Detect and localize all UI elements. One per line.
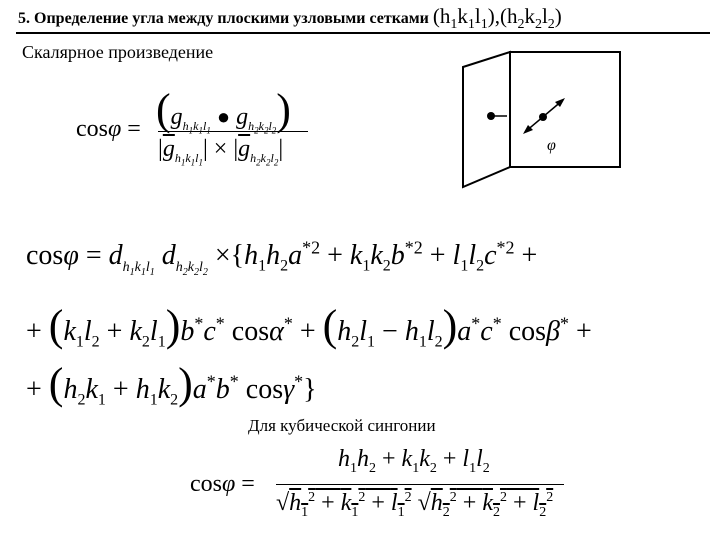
planes-diagram bbox=[455, 42, 630, 192]
eq3-lhs: cosφ = bbox=[190, 471, 255, 497]
eq3-fraction-bar bbox=[276, 484, 564, 485]
scalar-product-label: Скалярное произведение bbox=[22, 42, 214, 62]
eq3-numerator: $h_1h_2 + k_1k_2 + l_1l_2$ bbox=[338, 446, 490, 476]
title-indices: $(h_1k_1l_1),(h_2k_2l_2)$ bbox=[432, 4, 562, 33]
title-underline bbox=[16, 32, 710, 34]
eq1-fraction-bar bbox=[158, 131, 308, 132]
page-title bbox=[18, 4, 708, 33]
plane-front bbox=[510, 52, 620, 167]
angle-label: φ bbox=[547, 137, 556, 154]
eq1-lhs: cosφ = bbox=[76, 116, 141, 142]
cubic-label: Для кубической сингонии bbox=[248, 416, 436, 435]
eq1-denominator: $|\overline{g}_{h_1k_1l_1}| \times |\overline{g}_{h_2k_2l_2}|$ bbox=[158, 136, 284, 168]
equation-3 bbox=[190, 446, 580, 536]
plane-side bbox=[463, 52, 510, 187]
equation-2-line-2: + $(k_1l_2 + k_2l_1)b^*c^*$ $\cos\alpha^* + (h_2l_1 - h_1l_2)a^*c^*$ cosβ* + bbox=[26, 301, 592, 351]
eq1-numerator: ($g_{h_1k_1l_1}$ ● $g_{h_2k_2l_2}$) bbox=[156, 85, 291, 136]
equation-2-line-3: + $(h_2k_1 + h_1k_2)a^*b^*$ cosγ*} bbox=[26, 359, 317, 409]
equation-1 bbox=[70, 84, 330, 176]
equation-2-line-1: $\cos\varphi = d_{h_1k_1l_1}$ $d_{h_2k_2l_2} \times\{h_1h_2a^{*2} + k_1k_2b^{*2} + l_1l_2c^{*2}$ + bbox=[26, 237, 538, 278]
eq3-denominator: $√h_1^2 + k_1^2 + l_1^2$ $√h_2^2 + k_2^2 + l_2^2$ bbox=[276, 490, 554, 520]
normal-vector-2 bbox=[525, 100, 563, 132]
title-text: 5. Определение угла между плоскими узловыми сетками bbox=[18, 10, 429, 27]
